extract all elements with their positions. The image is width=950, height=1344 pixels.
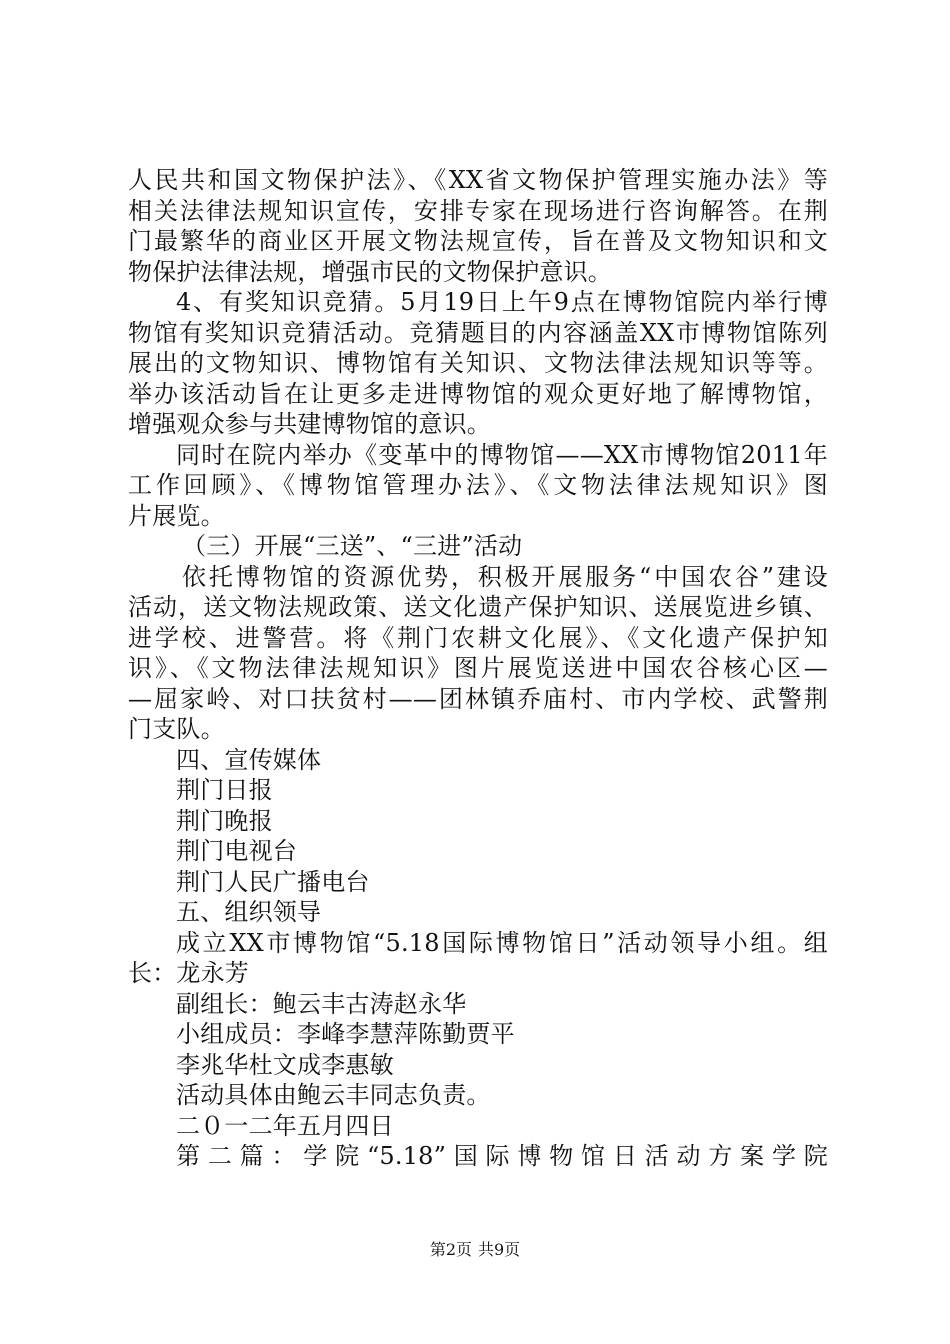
date-line: 二０一二年五月四日 — [176, 1111, 394, 1140]
text-line: 物馆有奖知识竞猜活动。竞猜题目的内容涵盖XX市博物馆陈列 — [128, 318, 828, 347]
text-line: 增强观众参与共建博物馆的意识。 — [128, 410, 491, 438]
text-line: 识》、《文物法律法规知识》图片展览送进中国农谷核心区— — [128, 654, 828, 682]
text-line: 工作回顾》、《博物馆管理办法》、《文物法律法规知识》图 — [128, 471, 828, 499]
page-number: 第2页 — [429, 1240, 472, 1259]
text-line: —屈家岭、对口扶贫村——团林镇乔庙村、市内学校、武警荆 — [128, 684, 828, 713]
list-item: 荆门电视台 — [176, 837, 297, 865]
text-line: 活动，送文物法规政策、送文化遗产保护知识、送展览进乡镇、 — [128, 593, 828, 621]
section-heading: （三）开展“三送”、“三进”活动 — [182, 532, 523, 560]
text-line: 片展览。 — [128, 501, 225, 530]
page-footer — [0, 1240, 950, 1260]
text-line: 小组成员：李峰李慧萍陈勤贾平 — [176, 1020, 515, 1048]
list-item: 荆门人民广播电台 — [176, 867, 370, 896]
text-line: 长：龙永芳 — [128, 959, 249, 987]
section-heading: 四、宣传媒体 — [176, 745, 322, 774]
text-line: 人民共和国文物保护法》、《XX省文物保护管理实施办法》等 — [128, 166, 828, 194]
list-item: 荆门晚报 — [176, 806, 273, 835]
text-line: 物保护法律法规，增强市民的文物保护意识。 — [128, 257, 612, 286]
text-line: 同时在院内举办《变革中的博物馆——XX市博物馆2011年 — [176, 440, 828, 469]
section-heading: 五、组织领导 — [176, 898, 322, 926]
text-line: 依托博物馆的资源优势，积极开展服务“中国农谷”建设 — [182, 562, 828, 591]
list-item: 荆门日报 — [176, 776, 273, 804]
text-line: 4、有奖知识竞猜。5月19日上午9点在博物馆院内举行博 — [176, 288, 828, 316]
text-line: 李兆华杜文成李惠敏 — [176, 1050, 394, 1079]
text-line: 活动具体由鲍云丰同志负责。 — [176, 1081, 491, 1109]
document-body — [128, 165, 828, 1172]
text-line: 副组长：鲍云丰古涛赵永华 — [176, 989, 467, 1018]
text-line: 展出的文物知识、博物馆有关知识、文物法律法规知识等等。 — [128, 349, 828, 377]
text-line: 相关法律法规知识宣传，安排专家在现场进行咨询解答。在荆 — [128, 196, 828, 225]
text-line: 举办该活动旨在让更多走进博物馆的观众更好地了解博物馆， — [128, 379, 828, 408]
page-total: 共9页 — [478, 1240, 521, 1259]
text-line: 门支队。 — [128, 715, 225, 743]
text-line: 成立XX市博物馆“5.18国际博物馆日”活动领导小组。组 — [176, 928, 828, 957]
text-line: 进学校、进警营。将《荆门农耕文化展》、《文化遗产保护知 — [128, 623, 828, 652]
text-line: 门最繁华的商业区开展文物法规宣传，旨在普及文物知识和文 — [128, 227, 828, 255]
chapter-title: 第二篇：学院“5.18”国际博物馆日活动方案学院 — [176, 1142, 828, 1170]
